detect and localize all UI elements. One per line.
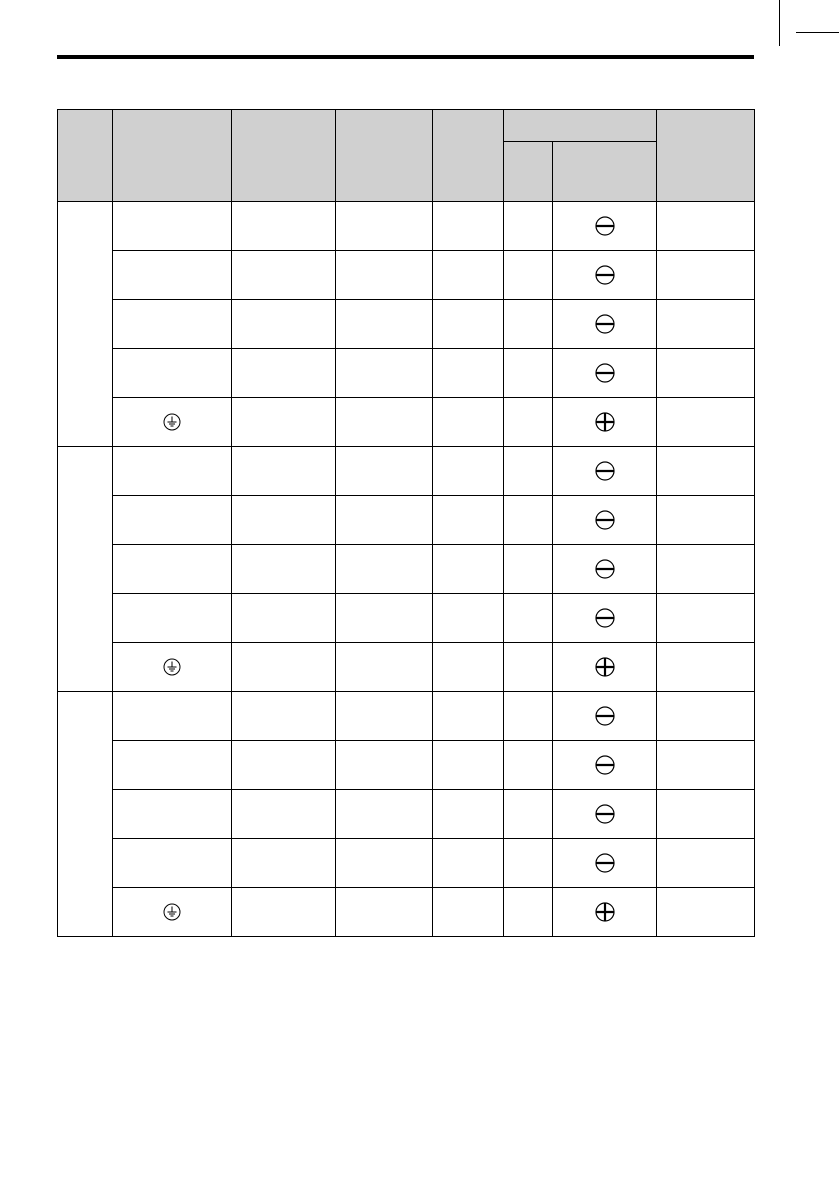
table-cell [657, 447, 755, 496]
table-cell [232, 202, 336, 251]
table-cell [657, 545, 755, 594]
table-cell [504, 202, 553, 251]
header-col-6-group [504, 110, 657, 142]
table-cell [336, 888, 433, 937]
header-col-1 [58, 110, 113, 202]
table-cell [232, 692, 336, 741]
table-cell [336, 349, 433, 398]
table-row [58, 839, 755, 888]
table-cell [336, 692, 433, 741]
phillips-screwdriver-icon [595, 902, 615, 922]
terminal-cell [113, 594, 232, 643]
table-cell [232, 398, 336, 447]
table-row [58, 251, 755, 300]
phillips-screwdriver-icon [595, 412, 615, 432]
table-row [58, 790, 755, 839]
table-cell [232, 888, 336, 937]
slotted-screwdriver-icon [595, 461, 615, 481]
ground-icon [163, 413, 181, 431]
table-cell [336, 447, 433, 496]
crop-mark-horizontal [796, 32, 839, 33]
table-cell [433, 545, 504, 594]
table-cell [433, 839, 504, 888]
table-row [58, 496, 755, 545]
slotted-screwdriver-icon [595, 608, 615, 628]
table-cell [657, 398, 755, 447]
slotted-screwdriver-icon [595, 314, 615, 334]
table-cell [657, 349, 755, 398]
group-label-cell [58, 692, 113, 937]
table-row [58, 398, 755, 447]
ground-icon [163, 903, 181, 921]
table-row [58, 349, 755, 398]
slotted-screwdriver-icon [595, 706, 615, 726]
table-cell [336, 545, 433, 594]
terminal-cell [113, 741, 232, 790]
table-cell [504, 741, 553, 790]
table-cell [232, 594, 336, 643]
slotted-screwdriver-icon [595, 559, 615, 579]
header-col-8 [657, 110, 755, 202]
table-cell [504, 251, 553, 300]
table-cell [336, 594, 433, 643]
table-cell [232, 643, 336, 692]
table-cell [504, 447, 553, 496]
group-label-cell [58, 447, 113, 692]
table-cell [433, 202, 504, 251]
table-cell [657, 790, 755, 839]
table-cell [232, 790, 336, 839]
table-body [58, 202, 755, 937]
screw-type-cell [553, 202, 657, 251]
table-cell [433, 594, 504, 643]
ground-icon [163, 658, 181, 676]
slotted-screwdriver-icon [595, 804, 615, 824]
header-col-2 [113, 110, 232, 202]
screw-type-cell [553, 692, 657, 741]
table-row [58, 447, 755, 496]
table-cell [433, 349, 504, 398]
table-cell [336, 496, 433, 545]
table-cell [657, 888, 755, 937]
terminal-cell [113, 251, 232, 300]
crop-mark-vertical [779, 0, 780, 46]
screw-type-cell [553, 447, 657, 496]
phillips-screwdriver-icon [595, 657, 615, 677]
table-row [58, 643, 755, 692]
table-cell [232, 300, 336, 349]
table-cell [433, 643, 504, 692]
screw-type-cell [553, 398, 657, 447]
table-cell [657, 692, 755, 741]
slotted-screwdriver-icon [595, 216, 615, 236]
slotted-screwdriver-icon [595, 363, 615, 383]
screw-type-cell [553, 839, 657, 888]
table-cell [504, 643, 553, 692]
table-cell [336, 741, 433, 790]
header-col-6b [553, 142, 657, 202]
terminal-cell [113, 692, 232, 741]
table-cell [657, 839, 755, 888]
table-cell [232, 545, 336, 594]
screw-type-cell [553, 888, 657, 937]
table-cell [504, 692, 553, 741]
table-cell [657, 251, 755, 300]
slotted-screwdriver-icon [595, 755, 615, 775]
terminal-cell [113, 496, 232, 545]
terminal-cell [113, 643, 232, 692]
header-col-3 [232, 110, 336, 202]
terminal-cell [113, 790, 232, 839]
screw-type-cell [553, 790, 657, 839]
table-cell [433, 692, 504, 741]
terminal-cell [113, 398, 232, 447]
table-cell [232, 447, 336, 496]
table-cell [504, 300, 553, 349]
screw-type-cell [553, 300, 657, 349]
table-cell [433, 300, 504, 349]
header-col-6a [504, 142, 553, 202]
table-cell [657, 741, 755, 790]
terminal-cell [113, 888, 232, 937]
table-cell [433, 251, 504, 300]
terminal-cell [113, 545, 232, 594]
table-cell [336, 790, 433, 839]
screw-type-cell [553, 741, 657, 790]
table-cell [433, 790, 504, 839]
screw-type-cell [553, 349, 657, 398]
table-cell [232, 496, 336, 545]
table-cell [433, 398, 504, 447]
table-cell [336, 300, 433, 349]
terminal-cell [113, 447, 232, 496]
header-col-5 [433, 110, 504, 202]
table-cell [336, 839, 433, 888]
table-row [58, 888, 755, 937]
table-cell [232, 741, 336, 790]
table-cell [504, 790, 553, 839]
table-cell [433, 447, 504, 496]
table-cell [336, 202, 433, 251]
table-cell [232, 349, 336, 398]
table-cell [504, 888, 553, 937]
table-cell [657, 300, 755, 349]
terminal-cell [113, 349, 232, 398]
slotted-screwdriver-icon [595, 265, 615, 285]
table-row [58, 692, 755, 741]
table-cell [504, 398, 553, 447]
table-header [58, 110, 755, 202]
table-cell [657, 594, 755, 643]
terminal-cell [113, 300, 232, 349]
table-row [58, 300, 755, 349]
slotted-screwdriver-icon [595, 510, 615, 530]
table-cell [433, 888, 504, 937]
terminal-cell [113, 839, 232, 888]
table-cell [504, 349, 553, 398]
screw-type-cell [553, 251, 657, 300]
terminal-cell [113, 202, 232, 251]
table-row [58, 594, 755, 643]
table-cell [657, 643, 755, 692]
slotted-screwdriver-icon [595, 853, 615, 873]
table-cell [433, 496, 504, 545]
header-col-4 [336, 110, 433, 202]
table-cell [336, 398, 433, 447]
table-cell [504, 496, 553, 545]
table-cell [232, 251, 336, 300]
table-cell [232, 839, 336, 888]
table-cell [336, 251, 433, 300]
group-label-cell [58, 202, 113, 447]
table-row [58, 545, 755, 594]
table-cell [504, 839, 553, 888]
screw-type-cell [553, 545, 657, 594]
screw-type-cell [553, 496, 657, 545]
table-row [58, 202, 755, 251]
table-cell [504, 594, 553, 643]
table-cell [504, 545, 553, 594]
table-cell [433, 741, 504, 790]
table-cell [657, 496, 755, 545]
screw-type-cell [553, 643, 657, 692]
table-cell [657, 202, 755, 251]
terminal-spec-table [57, 109, 755, 937]
table-cell [336, 643, 433, 692]
screw-type-cell [553, 594, 657, 643]
table-row [58, 741, 755, 790]
header-rule [57, 55, 754, 59]
